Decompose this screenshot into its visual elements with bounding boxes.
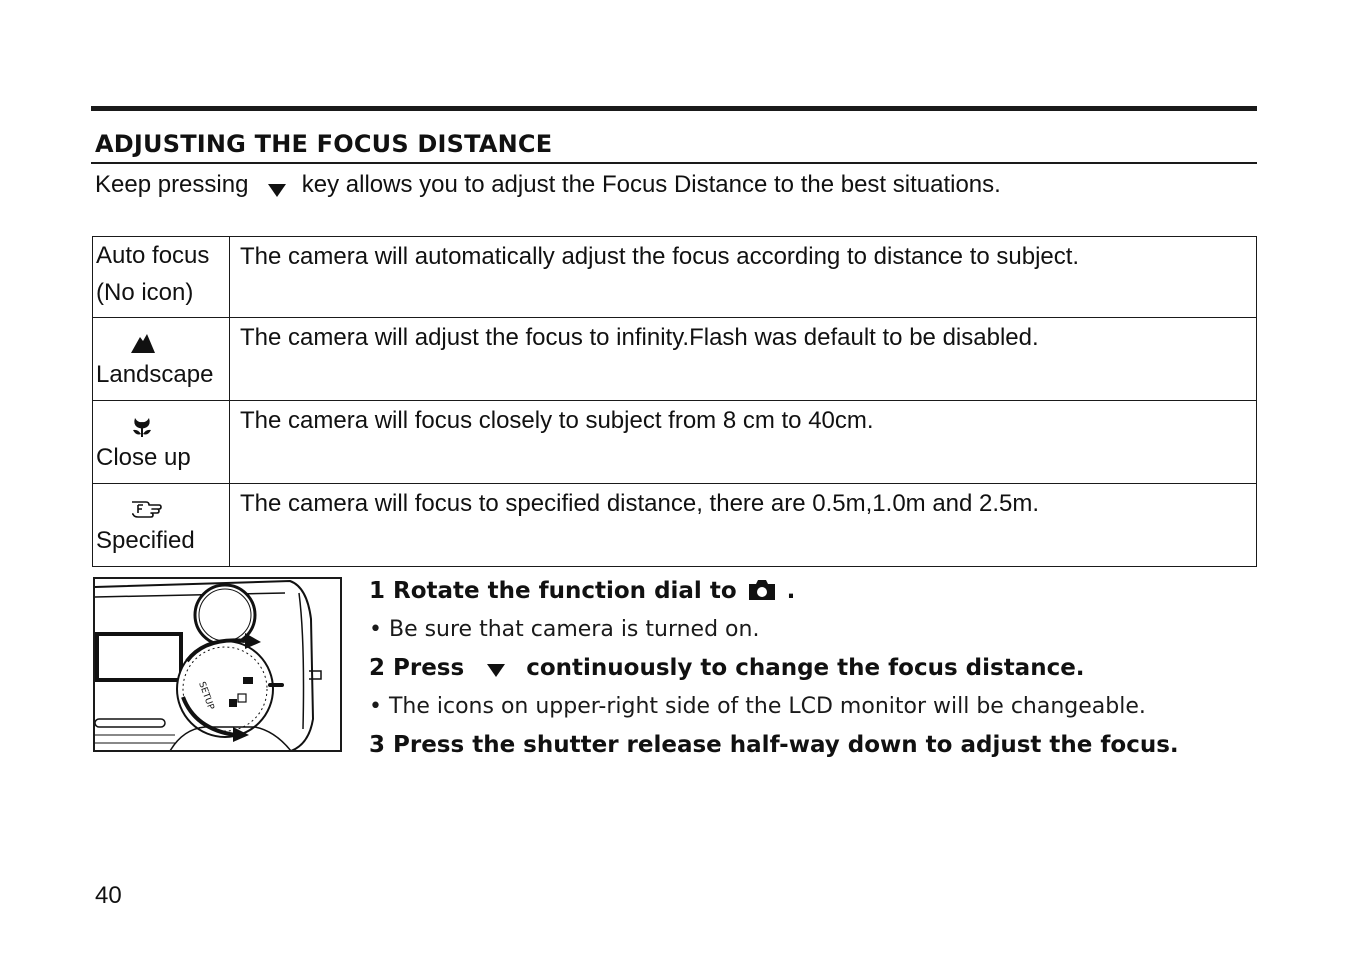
step-1-text: 1 Rotate the function dial to (369, 578, 737, 604)
flower-macro-icon (96, 415, 229, 443)
mode-cell (93, 237, 230, 318)
mode-cell (93, 401, 230, 484)
intro-after: key allows you to adjust the Focus Distance to the best situations. (301, 171, 1001, 198)
mode-description: The camera will focus to specified distance, there are 0.5m,1.0m and 2.5m. (230, 484, 1257, 567)
page-number: 40 (95, 882, 122, 909)
intro-before: Keep pressing (95, 171, 249, 198)
table-row (93, 484, 1257, 567)
mode-label: Landscape (96, 361, 214, 388)
step-2-text: 2 Press (369, 655, 465, 681)
mode-description: The camera will automatically adjust the focus according to distance to subject. (230, 237, 1257, 318)
table-row (93, 318, 1257, 401)
down-triangle-icon (486, 653, 506, 689)
section-title: ADJUSTING THE FOCUS DISTANCE (95, 130, 553, 158)
top-rule (91, 106, 1257, 111)
dial-setup-label: SETUP (196, 680, 216, 712)
mountain-icon (96, 332, 229, 360)
hand-focus-icon (96, 498, 229, 526)
intro-text (95, 171, 1001, 199)
down-triangle-icon (255, 178, 295, 198)
step-3: 3 Press the shutter release half-way down to adjust the focus. (369, 732, 1179, 758)
mode-label-sub: (No icon) (96, 279, 194, 306)
title-rule (91, 162, 1257, 164)
mode-label: Auto focus (96, 242, 210, 269)
table-row (93, 401, 1257, 484)
table-row (93, 237, 1257, 318)
bullet-1: • Be sure that camera is turned on. (369, 617, 760, 642)
mode-cell (93, 484, 230, 567)
mode-cell (93, 318, 230, 401)
mode-description: The camera will adjust the focus to infinity.Flash was default to be disabled. (230, 318, 1257, 401)
step-1 (369, 573, 1179, 611)
camera-icon (747, 576, 777, 612)
mode-label: Close up (96, 444, 191, 471)
step-2-end: continuously to change the focus distance. (526, 655, 1085, 681)
focus-modes-table (92, 236, 1257, 567)
step-2 (369, 650, 1179, 688)
instruction-steps (369, 573, 1179, 765)
mode-description: The camera will focus closely to subject from 8 cm to 40cm. (230, 401, 1257, 484)
mode-label: Specified (96, 527, 195, 554)
step-1-end: . (786, 578, 796, 604)
bullet-2: • The icons on upper-right side of the LCD monitor will be changeable. (369, 694, 1146, 719)
camera-function-dial-illustration (93, 577, 342, 752)
